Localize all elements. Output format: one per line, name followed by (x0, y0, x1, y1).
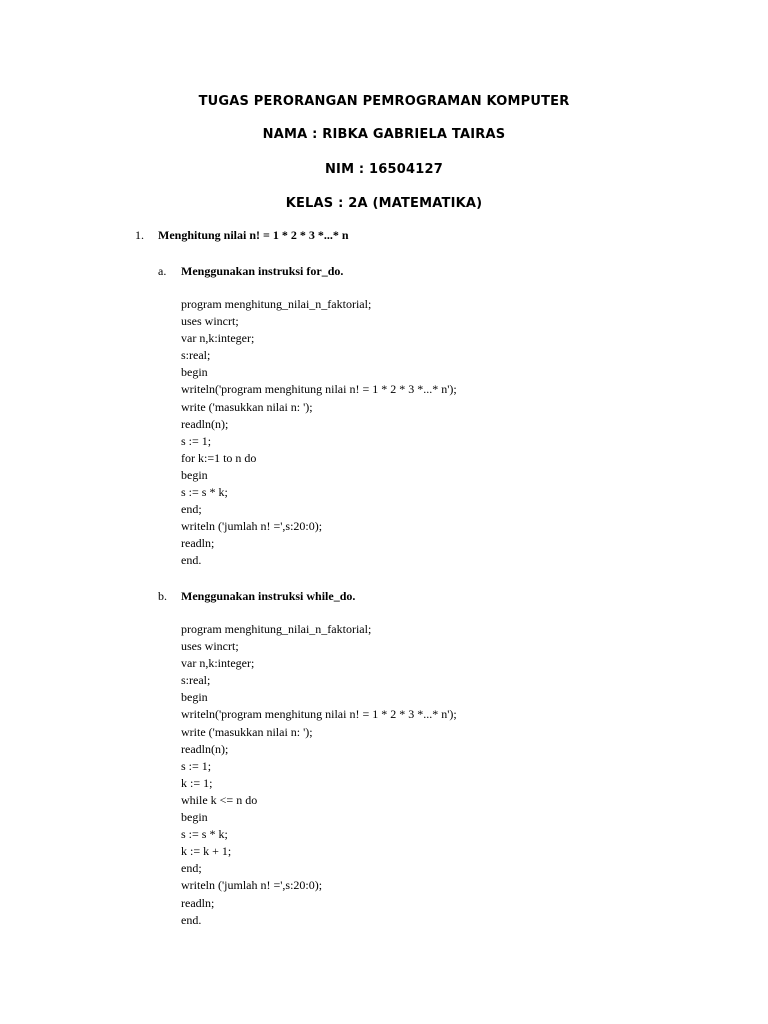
code-line: readln(n); (181, 741, 229, 756)
code-line: writeln ('jumlah n! =',s:20:0); (181, 519, 323, 534)
code-line: var n,k:integer; (181, 331, 255, 346)
part-a-title: Menggunakan instruksi for_do. (181, 264, 344, 278)
code-line: var n,k:integer; (181, 656, 255, 671)
code-line: writeln('program menghitung nilai n! = 1 * 2 * 3 *...* n'); (181, 382, 457, 397)
code-line: end. (181, 553, 202, 568)
part-a-code-block (181, 296, 457, 570)
code-line: begin (181, 467, 208, 482)
code-line: readln; (181, 895, 215, 910)
code-line: for k:=1 to n do (181, 450, 257, 465)
code-line: while k <= n do (181, 792, 258, 807)
code-line: s := 1; (181, 433, 212, 448)
code-line: s:real; (181, 673, 211, 688)
code-line: s:real; (181, 348, 211, 363)
student-class: KELAS : 2A (MATEMATIKA) (285, 196, 483, 211)
code-line: end. (181, 912, 202, 927)
code-line: k := k + 1; (181, 844, 232, 859)
code-line: writeln ('jumlah n! =',s:20:0); (181, 878, 323, 893)
code-line: end; (181, 861, 202, 876)
code-line: s := s * k; (181, 827, 228, 842)
code-line: uses wincrt; (181, 314, 239, 329)
code-line: program menghitung_nilai_n_faktorial; (181, 297, 372, 311)
part-b-title: Menggunakan instruksi while_do. (181, 589, 356, 603)
code-line: s := 1; (181, 758, 212, 773)
part-b-letter: b. (158, 589, 167, 603)
code-line: s := s * k; (181, 485, 228, 500)
part-a-letter: a. (158, 264, 167, 278)
code-line: uses wincrt; (181, 639, 239, 654)
code-line: begin (181, 810, 208, 825)
code-line: writeln('program menghitung nilai n! = 1 * 2 * 3 *...* n'); (181, 707, 457, 722)
student-nim: NIM : 16504127 (324, 162, 444, 177)
code-line: write ('masukkan nilai n: '); (181, 399, 313, 414)
code-line: end; (181, 502, 202, 517)
code-line: begin (181, 690, 208, 705)
code-line: write ('masukkan nilai n: '); (181, 724, 313, 739)
part-b-code-block (181, 621, 457, 929)
question-text: Menghitung nilai n! = 1 * 2 * 3 *...* n (158, 228, 349, 242)
question-number: 1. (135, 228, 144, 242)
code-line: readln; (181, 536, 215, 551)
code-line: program menghitung_nilai_n_faktorial; (181, 622, 372, 636)
student-name: NAMA : RIBKA GABRIELA TAIRAS (262, 127, 506, 142)
code-line: readln(n); (181, 416, 229, 431)
code-line: k := 1; (181, 775, 213, 790)
document-title: TUGAS PERORANGAN PEMROGRAMAN KOMPUTER (198, 94, 570, 109)
code-line: begin (181, 365, 208, 380)
